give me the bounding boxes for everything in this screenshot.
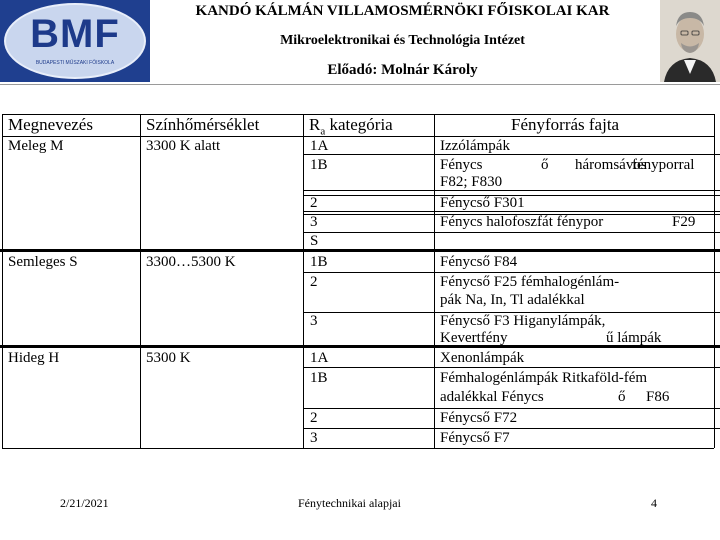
group-name-neutral: Semleges S: [8, 254, 78, 270]
col-border: [2, 114, 3, 448]
row-border: [303, 154, 720, 155]
source-cell: adalékkal Fénycs: [440, 389, 544, 405]
category-cell: 1A: [310, 138, 329, 154]
source-cell: ő: [541, 157, 549, 173]
category-cell: 1B: [310, 157, 328, 173]
source-cell: Fénycs halofoszfát fénypor: [440, 214, 604, 230]
category-cell: 1A: [310, 350, 329, 366]
category-cell: S: [310, 233, 319, 249]
page-number: 4: [651, 496, 657, 510]
group-separator: [0, 249, 720, 252]
color-temperature-table: [0, 114, 720, 450]
source-cell: Izzólámpák: [440, 138, 510, 154]
row-border: [303, 428, 720, 429]
row-border: [303, 190, 720, 191]
col-border: [140, 114, 141, 448]
source-cell: Xenonlámpák: [440, 350, 525, 366]
source-cell: Fénycső F72: [440, 410, 518, 426]
source-cell: F29: [672, 214, 696, 230]
source-cell: pák Na, In, Tl adalékkal: [440, 292, 585, 308]
header-divider: [0, 84, 720, 85]
source-cell: háromsávos: [575, 157, 647, 173]
source-cell: ő: [618, 389, 626, 405]
faculty-title: KANDÓ KÁLMÁN VILLAMOSMÉRNÖKI FŐISKOLAI KAR: [195, 3, 610, 19]
col-border: [434, 114, 435, 448]
col-border: [303, 114, 304, 448]
category-cell: 3: [310, 214, 318, 230]
header-light-source: Fényforrás fajta: [511, 115, 620, 134]
row-border: [2, 448, 714, 449]
footer-date: 2/21/2021: [60, 496, 109, 510]
source-cell: Fénycső F301: [440, 195, 525, 211]
source-cell: F82; F830: [440, 174, 503, 190]
group-temp-neutral: 3300…5300 K: [146, 254, 236, 270]
portrait-photo: [660, 0, 720, 82]
group-name-warm: Meleg M: [8, 138, 64, 154]
category-cell: 2: [310, 274, 318, 290]
source-cell: ű lámpák: [606, 330, 662, 346]
category-cell: 1B: [310, 254, 328, 270]
source-cell: F86: [646, 389, 670, 405]
category-cell: 3: [310, 313, 318, 329]
category-cell: 2: [310, 410, 318, 426]
header-ra-category: $R_a$ kategória: [309, 115, 393, 138]
footer-title: Fénytechnikai alapjai: [298, 496, 401, 510]
row-border: [303, 232, 720, 233]
row-border: [303, 367, 720, 368]
category-cell: 2: [310, 195, 318, 211]
source-cell: Fénycső F7: [440, 430, 510, 446]
group-temp-cold: 5300 K: [146, 350, 191, 366]
row-border: [303, 408, 720, 409]
source-cell: Kevertfény: [440, 330, 508, 346]
source-cell: Fémhalogénlámpák Ritkaföld-fém: [440, 370, 648, 386]
category-cell: 3: [310, 430, 318, 446]
header-temperature: Színhőmérséklet: [146, 115, 260, 134]
col-border: [714, 114, 715, 448]
source-cell: Fénycs: [440, 157, 483, 173]
lecturer-line: Előadó: Molnár Károly: [327, 62, 478, 78]
source-cell: Fénycső F3 Higanylámpák,: [440, 313, 606, 329]
source-cell: Fénycső F25 fémhalogénlám-: [440, 274, 620, 290]
logo-text: BMF: [30, 12, 120, 56]
bmf-logo: [0, 0, 150, 82]
header-name: Megnevezés: [8, 115, 93, 134]
group-name-cold: Hideg H: [8, 350, 60, 366]
row-border: [303, 272, 720, 273]
row-border: [303, 211, 720, 212]
source-cell: fényporral: [632, 157, 695, 173]
institute-title: Mikroelektronikai és Technológia Intézet: [280, 33, 525, 48]
category-cell: 1B: [310, 370, 328, 386]
source-cell: Fénycső F84: [440, 254, 518, 270]
logo-subtext: BUDAPESTI MŰSZAKI FŐISKOLA: [35, 60, 115, 66]
group-temp-warm: 3300 K alatt: [146, 138, 221, 154]
